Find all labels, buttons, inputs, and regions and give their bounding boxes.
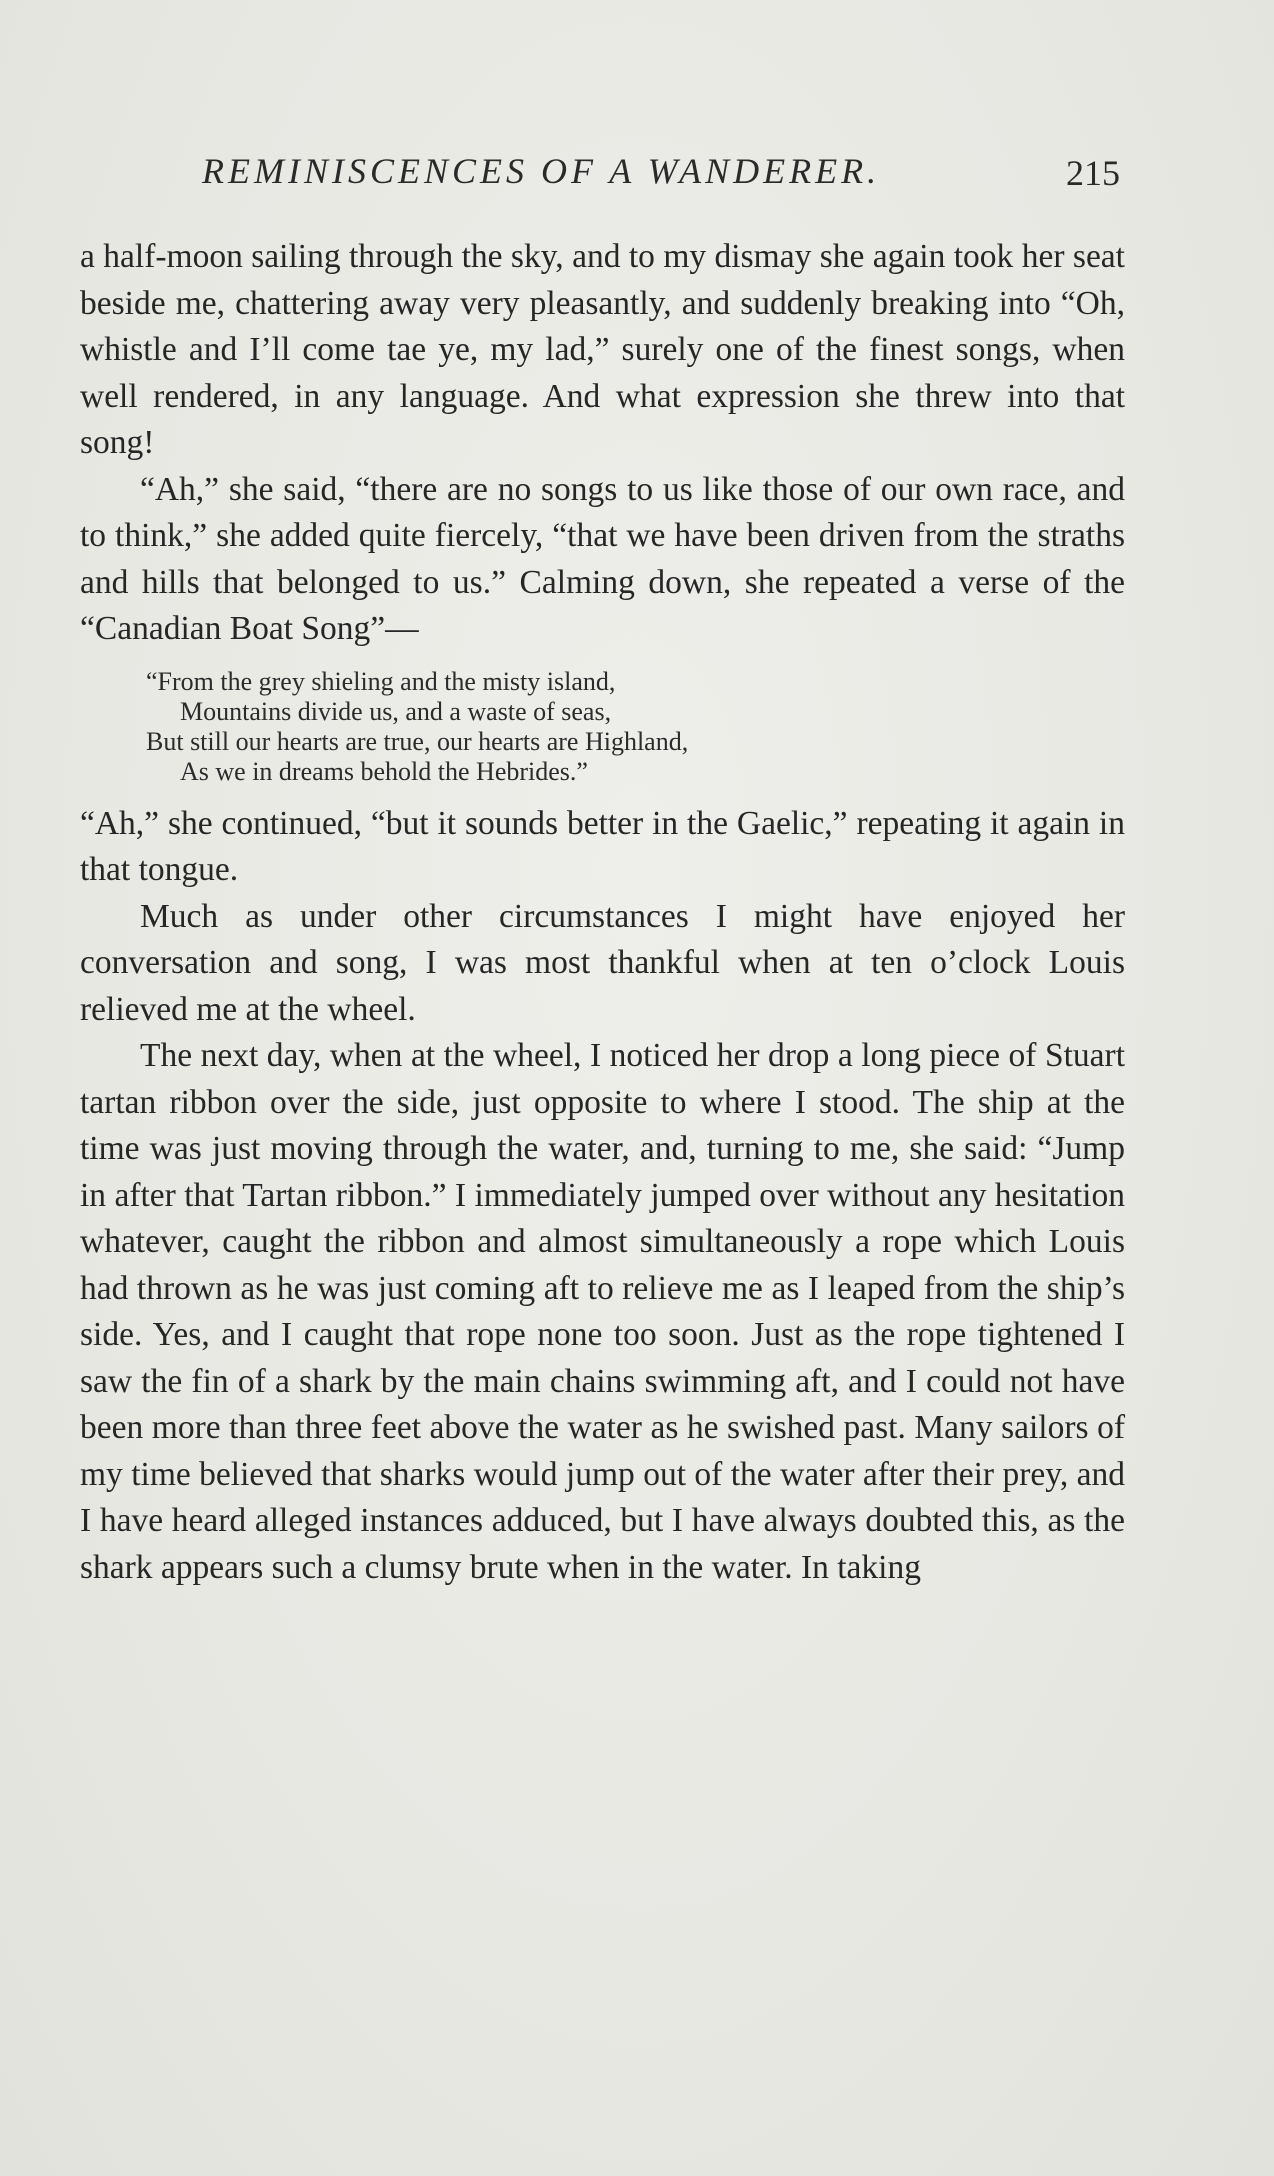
verse-quote xyxy=(146,667,1125,787)
running-title: REMINISCENCES OF A WANDERER. xyxy=(202,151,881,191)
paragraph-4: Much as under other circumstances I might have enjoyed her conversation and song, I was most thankful when at ten o’clock Louis relieved me at the wheel. xyxy=(80,897,1125,1028)
verse-line: “From the grey shieling and the misty island, xyxy=(146,666,616,696)
verse-line: Mountains divide us, and a waste of seas, xyxy=(180,696,612,726)
paragraph-1: a half-moon sailing through the sky, and to my dismay she again took her seat beside me, chattering away very pleasantly, and suddenly breaking into “Oh, whistle and I’ll come tae ye, my lad,” surely one of the finest songs, when well rendered, in any language. And what expression she threw into that song! xyxy=(80,238,1125,461)
page-number: 215 xyxy=(1066,153,1120,193)
body-text xyxy=(80,234,1125,1591)
paragraph-2: “Ah,” she said, “there are no songs to us like those of our own race, and to think,” she added quite fiercely, “that we have been driven from the straths and hills that belonged to us.” Calming down, she repeated a verse of the “Canadian Boat Song”— xyxy=(80,470,1125,647)
verse-line: But still our hearts are true, our hearts are Highland, xyxy=(146,726,689,756)
paragraph-5: The next day, when at the wheel, I noticed her drop a long piece of Stuart tartan ribbon over the side, just opposite to where I stood. The ship at the time was just moving through the water, and, turning to me, she said: “Jump in after that Tartan ribbon.” I immediately jumped over without any hesitation whatever, caught the ribbon and almost simultaneously a rope which Louis had thrown as he was just coming aft to relieve me as I leaped from the ship’s side. Yes, and I caught that rope none too soon. Just as the rope tightened I saw the fin of a shark by the main chains swimming aft, and I could not have been more than three feet above the water as he swished past. Many sailors of my time believed that sharks would jump out of the water after their prey, and I have heard alleged instances adduced, but I have always doubted this, as the shark appears such a clumsy brute when in the water. In taking xyxy=(80,1037,1125,1586)
running-head xyxy=(78,150,1128,200)
verse-line: As we in dreams behold the Hebrides.” xyxy=(180,756,588,786)
paragraph-3: “Ah,” she continued, “but it sounds better in the Gaelic,” repeating it again in that tongue. xyxy=(80,804,1125,888)
